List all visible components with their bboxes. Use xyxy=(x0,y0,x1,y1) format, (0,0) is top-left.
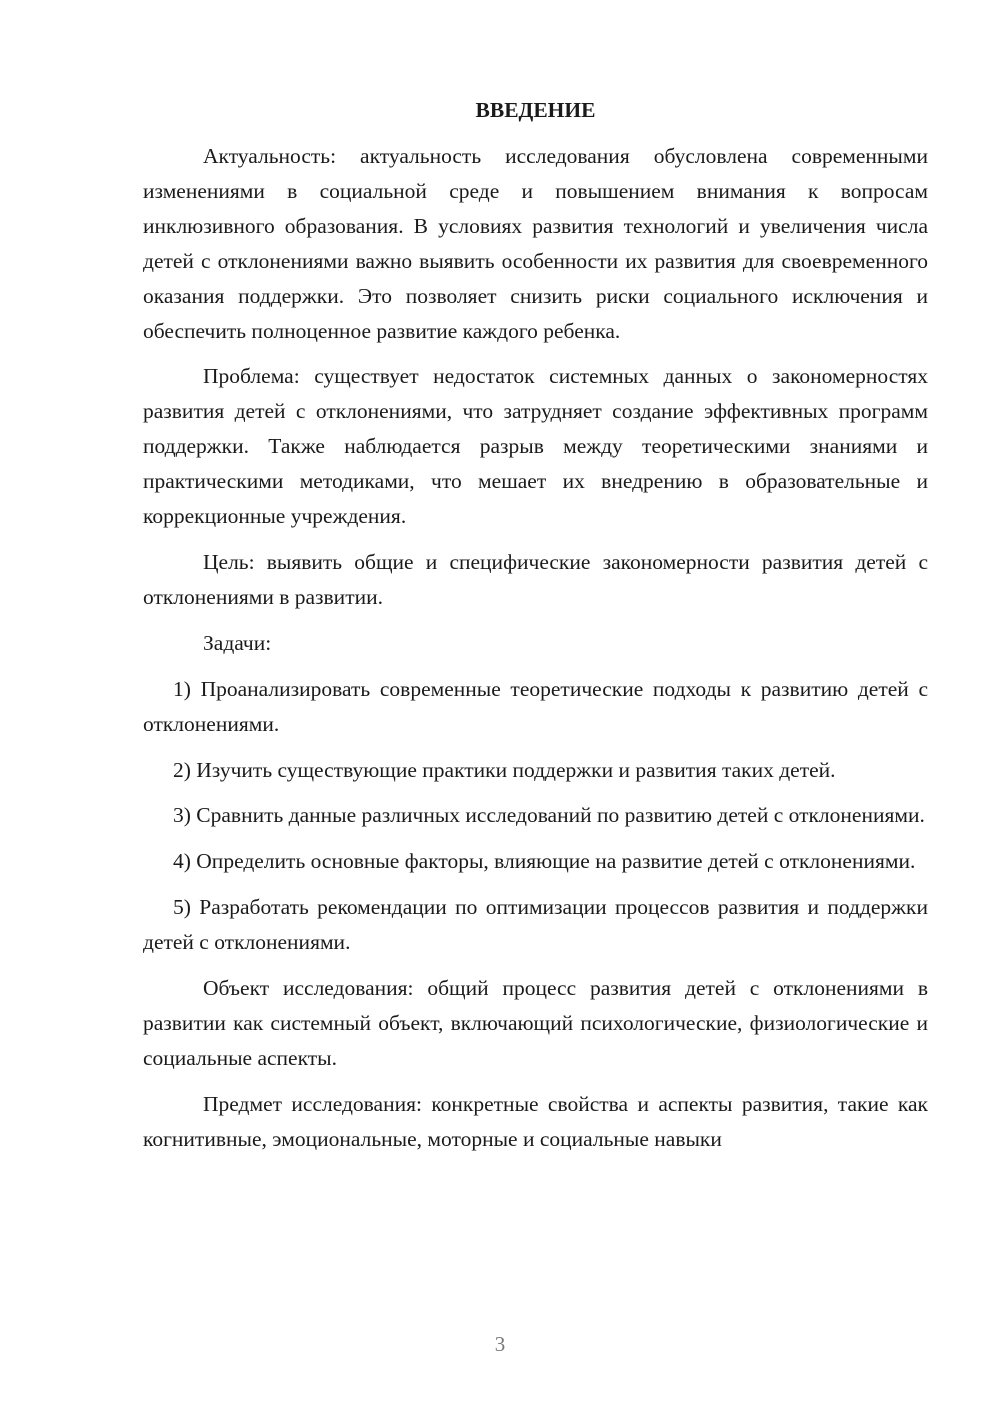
document-page xyxy=(143,95,928,1168)
task-item-3: 3) Сравнить данные различных исследований по развитию детей с отклонениями. xyxy=(173,803,925,828)
goal-paragraph: Цель: выявить общие и специфические закономерности развития детей с отклонениями в развитии. xyxy=(143,549,928,609)
task-item-2: 2) Изучить существующие практики поддержки и развития таких детей. xyxy=(173,757,836,782)
page-number: 3 xyxy=(494,1332,506,1356)
subject-paragraph: Предмет исследования: конкретные свойства и аспекты развития, такие как когнитивные, эмоциональные, моторные и социальные навыки xyxy=(143,1091,928,1151)
page-title: ВВЕДЕНИЕ xyxy=(475,98,596,122)
task-item-1: 1) Проанализировать современные теоретические подходы к развитию детей с отклонениями. xyxy=(143,676,928,736)
relevance-paragraph: Актуальность: актуальность исследования обусловлена современными изменениями в социальной среде и повышением внимания к вопросам инклюзивного образования. В условиях развития технологий и увеличения числа детей с отклонениями важно выявить особенности их развития для своевременного оказания поддержки. Это позволяет снизить риски социального исключения и обеспечить полноценное развитие каждого ребенка. xyxy=(143,144,928,343)
task-item-4: 4) Определить основные факторы, влияющие на развитие детей с отклонениями. xyxy=(173,849,916,874)
task-item-5: 5) Разработать рекомендации по оптимизации процессов развития и поддержки детей с отклонениями. xyxy=(143,895,928,955)
object-paragraph: Объект исследования: общий процесс развития детей с отклонениями в развитии как системный объект, включающий психологические, физиологические и социальные аспекты. xyxy=(143,976,928,1070)
tasks-heading: Задачи: xyxy=(203,630,272,655)
problem-paragraph: Проблема: существует недостаток системных данных о закономерностях развития детей с отклонениями, что затрудняет создание эффективных программ поддержки. Также наблюдается разрыв между теоретическими знаниями и практическими методиками, что мешает их внедрению в образовательные и коррекционные учреждения. xyxy=(143,364,928,529)
